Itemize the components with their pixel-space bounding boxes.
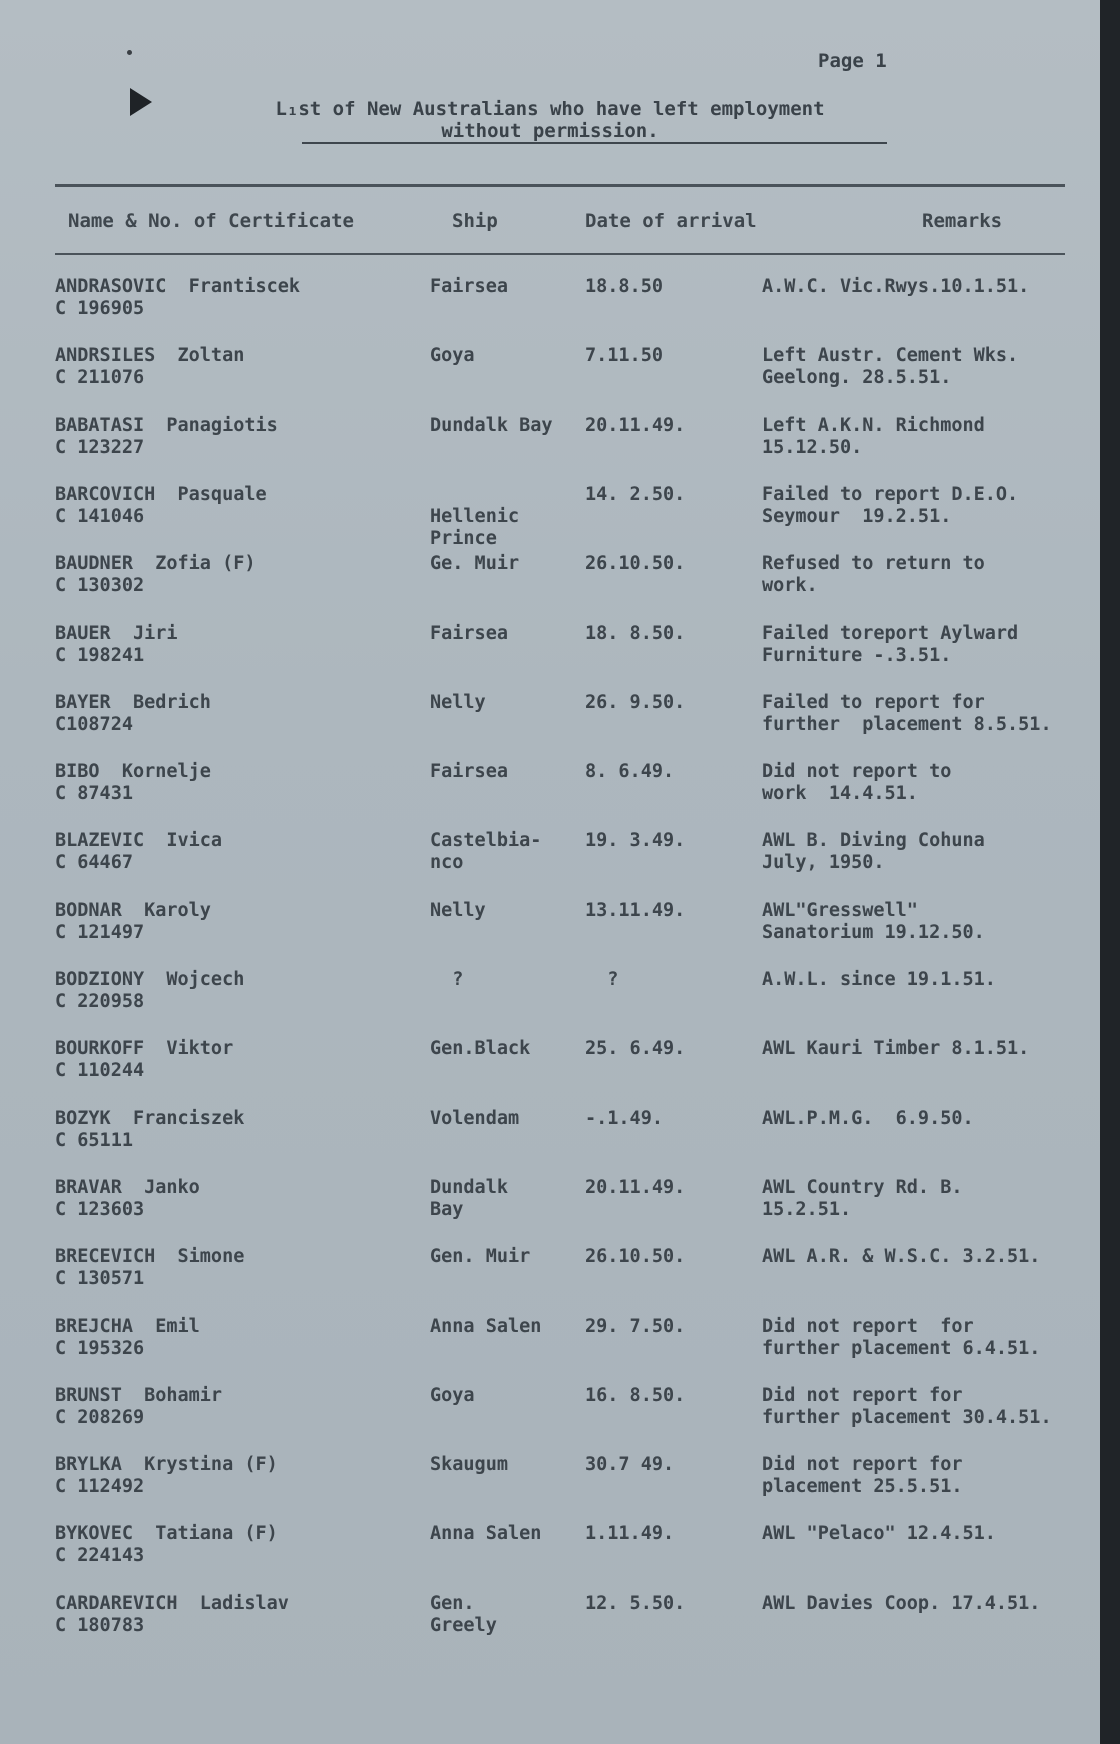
- title-underline: [302, 142, 887, 144]
- record-certificate: C 220958: [55, 991, 145, 1012]
- record-ship: Skaugum: [430, 1454, 508, 1475]
- table-row: [0, 553, 1100, 617]
- record-remarks: Left A.K.N. Richmond 15.12.50.: [762, 415, 985, 458]
- header-top-rule: [55, 184, 1065, 187]
- record-date: 20.11.49.: [585, 1177, 686, 1198]
- record-ship: Dundalk Bay: [430, 1177, 508, 1220]
- record-name: ANDRSILES Zoltan: [55, 345, 245, 366]
- record-name-cell: [55, 1593, 289, 1637]
- table-row: [0, 761, 1100, 825]
- table-row: [0, 1454, 1100, 1518]
- record-date: 13.11.49.: [585, 900, 686, 921]
- record-name-cell: [55, 1316, 200, 1360]
- record-date: 1.11.49.: [585, 1523, 675, 1544]
- record-date: 20.11.49.: [585, 415, 686, 436]
- scan-edge: [1100, 0, 1120, 1744]
- record-ship: Goya: [430, 345, 475, 366]
- column-header-date: Date of arrival: [585, 210, 757, 232]
- record-ship: Gen. Muir: [430, 1246, 531, 1267]
- record-remarks: AWL Kauri Timber 8.1.51.: [762, 1038, 1030, 1059]
- record-certificate: C 130302: [55, 575, 145, 596]
- record-ship: Gen.Black: [430, 1038, 531, 1059]
- record-ship: Anna Salen: [430, 1523, 542, 1544]
- record-date: 16. 8.50.: [585, 1385, 686, 1406]
- record-name-cell: [55, 553, 255, 597]
- record-name: BAUER Jiri: [55, 623, 178, 644]
- table-row: [0, 830, 1100, 894]
- record-name-cell: [55, 1385, 222, 1429]
- record-name: BAYER Bedrich: [55, 692, 211, 713]
- record-remarks: A.W.C. Vic.Rwys.10.1.51.: [762, 276, 1030, 297]
- record-certificate: C 195326: [55, 1338, 145, 1359]
- record-name: BOZYK Franciszek: [55, 1108, 245, 1129]
- record-name: BABATASI Panagiotis: [55, 415, 278, 436]
- record-certificate: C108724: [55, 714, 133, 735]
- record-certificate: C 180783: [55, 1615, 145, 1636]
- table-row: [0, 623, 1100, 687]
- record-date: 8. 6.49.: [585, 761, 675, 782]
- table-row: [0, 345, 1100, 409]
- record-certificate: C 208269: [55, 1407, 145, 1428]
- record-name: BRECEVICH Simone: [55, 1246, 245, 1267]
- header-bottom-rule: [55, 253, 1065, 255]
- record-certificate: C 211076: [55, 367, 145, 388]
- record-name-cell: [55, 1038, 233, 1082]
- record-date: 12. 5.50.: [585, 1593, 686, 1614]
- record-certificate: C 110244: [55, 1060, 145, 1081]
- record-remarks: Refused to return to work.: [762, 553, 985, 596]
- record-name: BYKOVEC Tatiana (F): [55, 1523, 278, 1544]
- record-certificate: C 87431: [55, 783, 133, 804]
- record-certificate: C 65111: [55, 1130, 133, 1151]
- hole-punch-dot: [127, 50, 132, 55]
- table-row: [0, 1177, 1100, 1241]
- record-date: 7.11.50: [585, 345, 663, 366]
- table-row: [0, 692, 1100, 756]
- record-date: 30.7 49.: [585, 1454, 675, 1475]
- record-ship: Nelly: [430, 692, 486, 713]
- record-name-cell: [55, 830, 222, 874]
- record-name-cell: [55, 761, 211, 805]
- record-name-cell: [55, 415, 278, 459]
- table-row: [0, 276, 1100, 340]
- record-ship: Castelbia- nco: [430, 830, 542, 873]
- record-remarks: Did not report for further placement 30.4.51.: [762, 1385, 1052, 1428]
- record-remarks: Did not report for further placement 6.4.51.: [762, 1316, 1041, 1359]
- table-row: [0, 1108, 1100, 1172]
- record-remarks: Failed to report for further placement 8.5.51.: [762, 692, 1052, 735]
- record-certificate: C 141046: [55, 506, 145, 527]
- record-name-cell: [55, 484, 267, 528]
- page-number: Page 1: [818, 50, 887, 72]
- record-remarks: AWL A.R. & W.S.C. 3.2.51.: [762, 1246, 1041, 1267]
- record-ship: Goya: [430, 1385, 475, 1406]
- record-ship: Anna Salen: [430, 1316, 542, 1337]
- record-name-cell: [55, 623, 178, 667]
- record-remarks: AWL B. Diving Cohuna July, 1950.: [762, 830, 985, 873]
- column-header-remarks: Remarks: [922, 210, 1003, 232]
- arrow-mark-icon: [130, 88, 152, 116]
- record-ship: Fairsea: [430, 761, 508, 782]
- table-row: [0, 900, 1100, 964]
- record-ship: Fairsea: [430, 623, 508, 644]
- table-row: [0, 1593, 1100, 1657]
- record-date: 26.10.50.: [585, 1246, 686, 1267]
- table-row: [0, 1316, 1100, 1380]
- record-name: BRAVAR Janko: [55, 1177, 200, 1198]
- record-remarks: AWL"Gresswell" Sanatorium 19.12.50.: [762, 900, 985, 943]
- record-name: BOURKOFF Viktor: [55, 1038, 234, 1059]
- record-name-cell: [55, 1523, 278, 1567]
- record-date: 26.10.50.: [585, 553, 686, 574]
- record-name: BODZIONY Wojcech: [55, 969, 245, 990]
- record-date: 25. 6.49.: [585, 1038, 686, 1059]
- record-name-cell: [55, 1177, 200, 1221]
- record-remarks: Did not report to work 14.4.51.: [762, 761, 952, 804]
- table-row: [0, 415, 1100, 479]
- record-name: BIBO Kornelje: [55, 761, 211, 782]
- record-remarks: Did not report for placement 25.5.51.: [762, 1454, 963, 1497]
- record-certificate: C 196905: [55, 298, 145, 319]
- record-remarks: AWL Country Rd. B. 15.2.51.: [762, 1177, 963, 1220]
- record-ship: Ge. Muir: [430, 553, 520, 574]
- record-remarks: AWL Davies Coop. 17.4.51.: [762, 1593, 1041, 1614]
- record-date: 14. 2.50.: [585, 484, 686, 505]
- record-certificate: C 121497: [55, 922, 145, 943]
- record-certificate: C 130571: [55, 1268, 145, 1289]
- record-ship: Hellenic Prince: [430, 506, 520, 549]
- record-ship: Volendam: [430, 1108, 520, 1129]
- record-name-cell: [55, 900, 211, 944]
- record-name-cell: [55, 1108, 244, 1152]
- table-row: [0, 969, 1100, 1033]
- record-date: 26. 9.50.: [585, 692, 686, 713]
- record-certificate: C 64467: [55, 852, 133, 873]
- record-name: BLAZEVIC Ivica: [55, 830, 223, 851]
- table-row: [0, 484, 1100, 548]
- record-name-cell: [55, 692, 211, 736]
- record-name: ANDRASOVIC Frantiscek: [55, 276, 301, 297]
- record-name: BRUNST Bohamir: [55, 1385, 223, 1406]
- record-date: ?: [585, 969, 619, 990]
- record-remarks: AWL "Pelaco" 12.4.51.: [762, 1523, 996, 1544]
- document-title-line-1: L₁st of New Australians who have left employment: [275, 98, 825, 120]
- document-title-line-2: without permission.: [441, 120, 659, 142]
- record-remarks: Left Austr. Cement Wks. Geelong. 28.5.51.: [762, 345, 1019, 388]
- table-row: [0, 1385, 1100, 1449]
- record-name: BRYLKA Krystina (F): [55, 1454, 278, 1475]
- record-name-cell: [55, 969, 244, 1013]
- record-remarks: Failed to report D.E.O. Seymour 19.2.51.: [762, 484, 1019, 527]
- record-remarks: Failed toreport Aylward Furniture -.3.51.: [762, 623, 1019, 666]
- table-row: [0, 1038, 1100, 1102]
- record-name-cell: [55, 345, 244, 389]
- record-name: BODNAR Karoly: [55, 900, 211, 921]
- table-row: [0, 1246, 1100, 1310]
- record-date: 18. 8.50.: [585, 623, 686, 644]
- record-certificate: C 198241: [55, 645, 145, 666]
- record-remarks: A.W.L. since 19.1.51.: [762, 969, 996, 990]
- record-name-cell: [55, 1246, 244, 1290]
- record-ship: Nelly: [430, 900, 486, 921]
- record-certificate: C 123227: [55, 437, 145, 458]
- record-date: -.1.49.: [585, 1108, 663, 1129]
- record-name: CARDAREVICH Ladislav: [55, 1593, 289, 1614]
- record-name-cell: [55, 276, 300, 320]
- record-name: BREJCHA Emil: [55, 1316, 200, 1337]
- record-name-cell: [55, 1454, 278, 1498]
- record-name: BAUDNER Zofia (F): [55, 553, 256, 574]
- record-certificate: C 224143: [55, 1545, 145, 1566]
- record-ship: Dundalk Bay: [430, 415, 553, 436]
- record-date: 19. 3.49.: [585, 830, 686, 851]
- record-certificate: C 112492: [55, 1476, 145, 1497]
- table-row: [0, 1523, 1100, 1587]
- record-ship: ?: [430, 969, 464, 990]
- record-ship: Gen. Greely: [430, 1593, 497, 1636]
- column-header-ship: Ship: [452, 210, 498, 232]
- record-ship: Fairsea: [430, 276, 508, 297]
- record-remarks: AWL.P.M.G. 6.9.50.: [762, 1108, 974, 1129]
- record-date: 18.8.50: [585, 276, 663, 297]
- record-certificate: C 123603: [55, 1199, 145, 1220]
- record-name: BARCOVICH Pasquale: [55, 484, 267, 505]
- record-date: 29. 7.50.: [585, 1316, 686, 1337]
- column-header-name: Name & No. of Certificate: [68, 210, 354, 232]
